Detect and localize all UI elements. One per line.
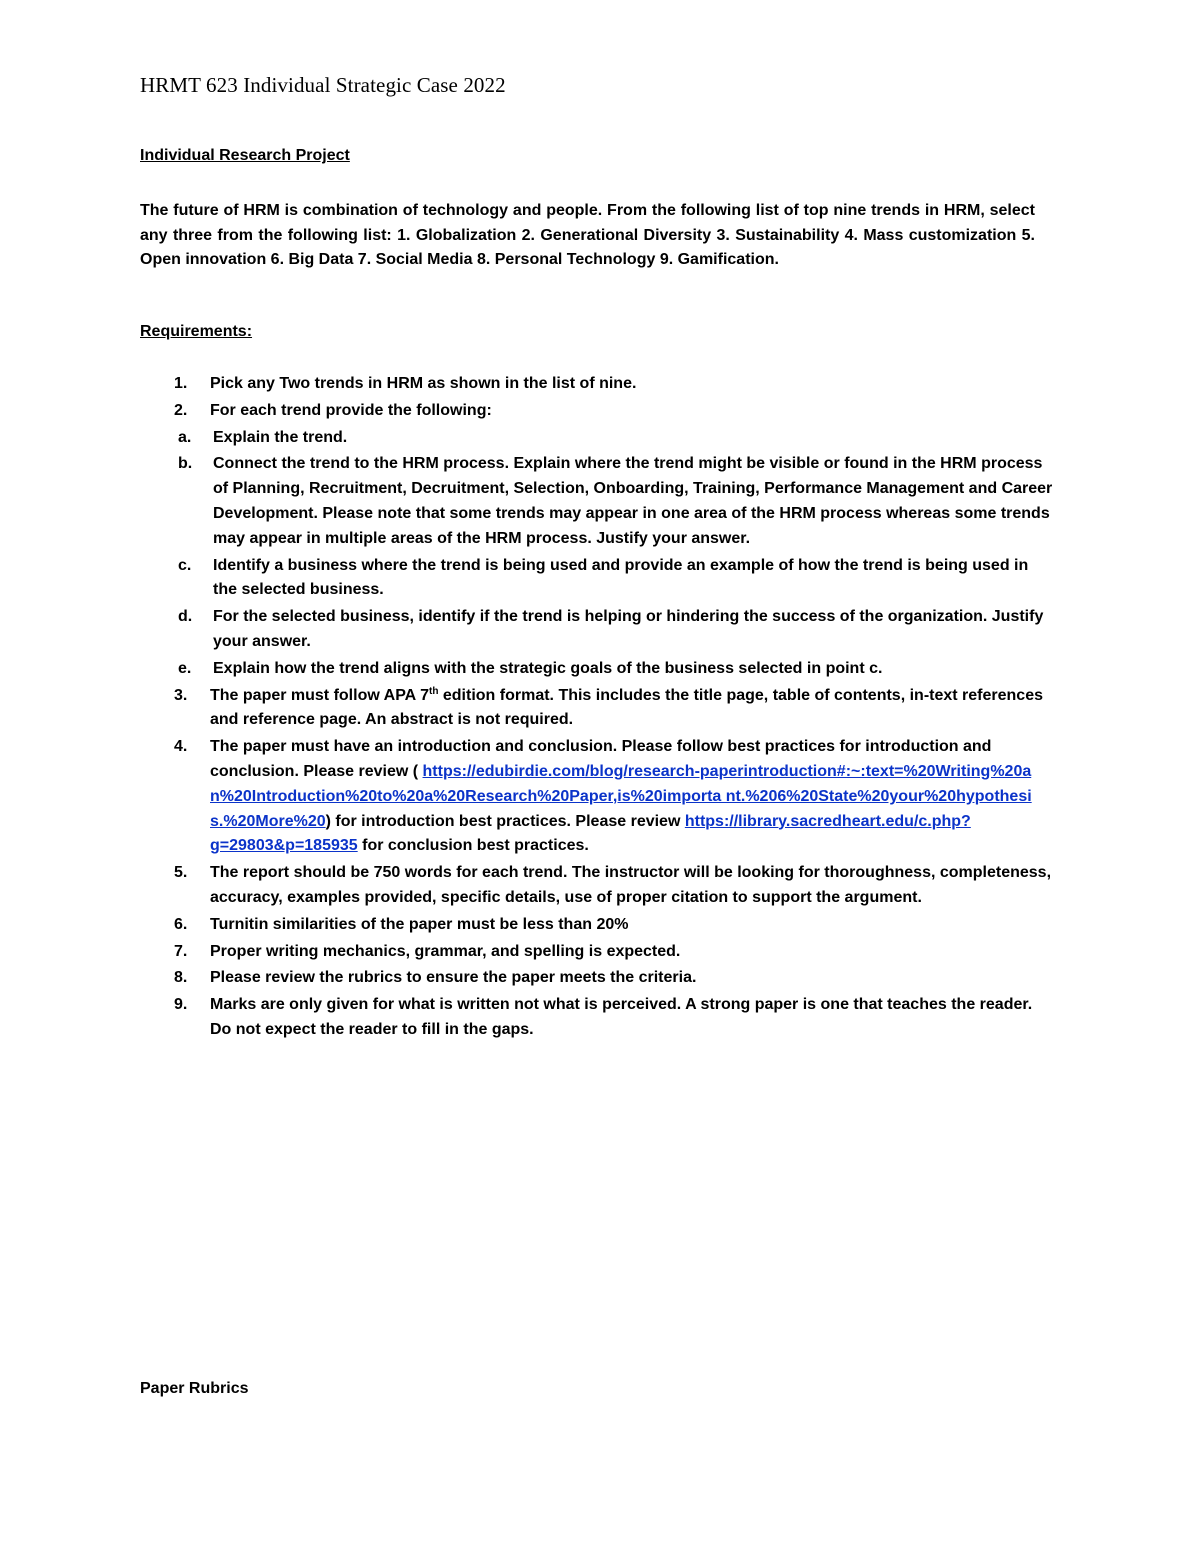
requirement-item-1 [140, 372, 1055, 397]
requirement-item-4 [140, 735, 1055, 859]
document-header-title: HRMT 623 Individual Strategic Case 2022 [140, 73, 506, 97]
subitem-letter: b. [178, 455, 193, 473]
subitem-letter: a. [178, 428, 192, 446]
item-number: 2. [174, 401, 188, 419]
item-number: 5. [174, 864, 188, 882]
item-number: 7. [174, 942, 188, 960]
requirement-subitem-b [140, 452, 1055, 551]
subitem-letter: e. [178, 659, 192, 677]
requirements-heading: Requirements: [140, 323, 253, 340]
subitem-text: Explain the trend. [213, 428, 348, 446]
requirements-list [140, 372, 1055, 1045]
project-heading: Individual Research Project [140, 147, 350, 164]
requirement-subitem-c [140, 554, 1055, 604]
requirement-item-9 [140, 993, 1055, 1043]
item-text-start: The paper must have an introduction and conclusion. Please follow best practices for introduction and conclusion. Please review ( [210, 738, 992, 780]
subitem-text: Explain how the trend aligns with the strategic goals of the business selected in point c. [213, 659, 883, 677]
requirement-item-3 [140, 684, 1055, 734]
item-text-end: for conclusion best practices. [357, 837, 589, 855]
introduction-best-practices-link[interactable]: https://edubirdie.com/blog/research-paperintroduction#:~:text=%20Writing%20an%20Introduction%20to%20a%20Research%20Paper,is%20importa nt.%206%20State%20your%20hypothesis.%20More%20 [210, 762, 1032, 830]
item-text-middle: ) for introduction best practices. Please review [325, 812, 685, 830]
item-text-end: edition format. This includes the title page, table of contents, in-text references and reference page. An abstract is not required. [210, 686, 1043, 729]
item-number: 4. [174, 738, 188, 756]
project-intro-paragraph: The future of HRM is combination of technology and people. From the following list of top nine trends in HRM, select any three from the following list: 1. Globalization 2. Generational Diversity 3. Sustainability 4. Mass customization 5. Open innovation 6. Big Data 7. Social Media 8. Personal Technology 9. Gamification. [140, 202, 1035, 268]
item-number: 6. [174, 915, 188, 933]
requirement-subitem-a [140, 426, 1055, 451]
item-text: Pick any Two trends in HRM as shown in the list of nine. [210, 375, 637, 392]
requirement-item-5 [140, 861, 1055, 911]
subitem-text: Identify a business where the trend is being used and provide an example of how the trend is being used in the selected business. [213, 556, 1029, 599]
item-number: 9. [174, 996, 188, 1014]
requirement-item-2 [140, 399, 1055, 424]
paper-rubrics-heading: Paper Rubrics [140, 1380, 249, 1397]
requirement-item-6 [140, 913, 1055, 938]
requirement-subitem-e [140, 657, 1055, 682]
subitem-text: For the selected business, identify if the trend is helping or hindering the success of the organization. Justify your answer. [213, 608, 1044, 650]
item-text: For each trend provide the following: [210, 401, 492, 419]
item-number: 3. [174, 686, 188, 704]
item-number: 1. [174, 375, 188, 392]
subitem-text: Connect the trend to the HRM process. Explain where the trend might be visible or found in the HRM process of Planning, Recruitment, Decruitment, Selection, Onboarding, Training, Performance Management and Career Development. Please note that some trends may appear in one area of the HRM process whereas some trends may appear in multiple areas of the HRM process. Justify your answer. [213, 455, 1053, 547]
superscript-th: th [428, 685, 439, 697]
requirement-subitem-d [140, 605, 1055, 655]
item-text: Marks are only given for what is written not what is perceived. A strong paper is one that teaches the reader. Do not expect the reader to fill in the gaps. [210, 996, 1033, 1038]
conclusion-best-practices-link[interactable]: https://library.sacredheart.edu/c.php?g=29803&p=185935 [210, 812, 971, 855]
item-text: Please review the rubrics to ensure the paper meets the criteria. [210, 969, 697, 987]
subitem-letter: c. [178, 556, 192, 574]
item-text-start: The paper must follow APA 7 [210, 686, 429, 704]
item-text: Turnitin similarities of the paper must be less than 20% [210, 915, 629, 933]
requirement-item-8 [140, 966, 1055, 991]
item-text: Proper writing mechanics, grammar, and spelling is expected. [210, 942, 681, 960]
subitem-letter: d. [178, 608, 193, 626]
item-number: 8. [174, 969, 188, 987]
requirement-item-7 [140, 940, 1055, 965]
item-text: The report should be 750 words for each trend. The instructor will be looking for thoroughness, completeness, accuracy, examples provided, specific details, use of proper citation to support the argument. [210, 864, 1052, 906]
